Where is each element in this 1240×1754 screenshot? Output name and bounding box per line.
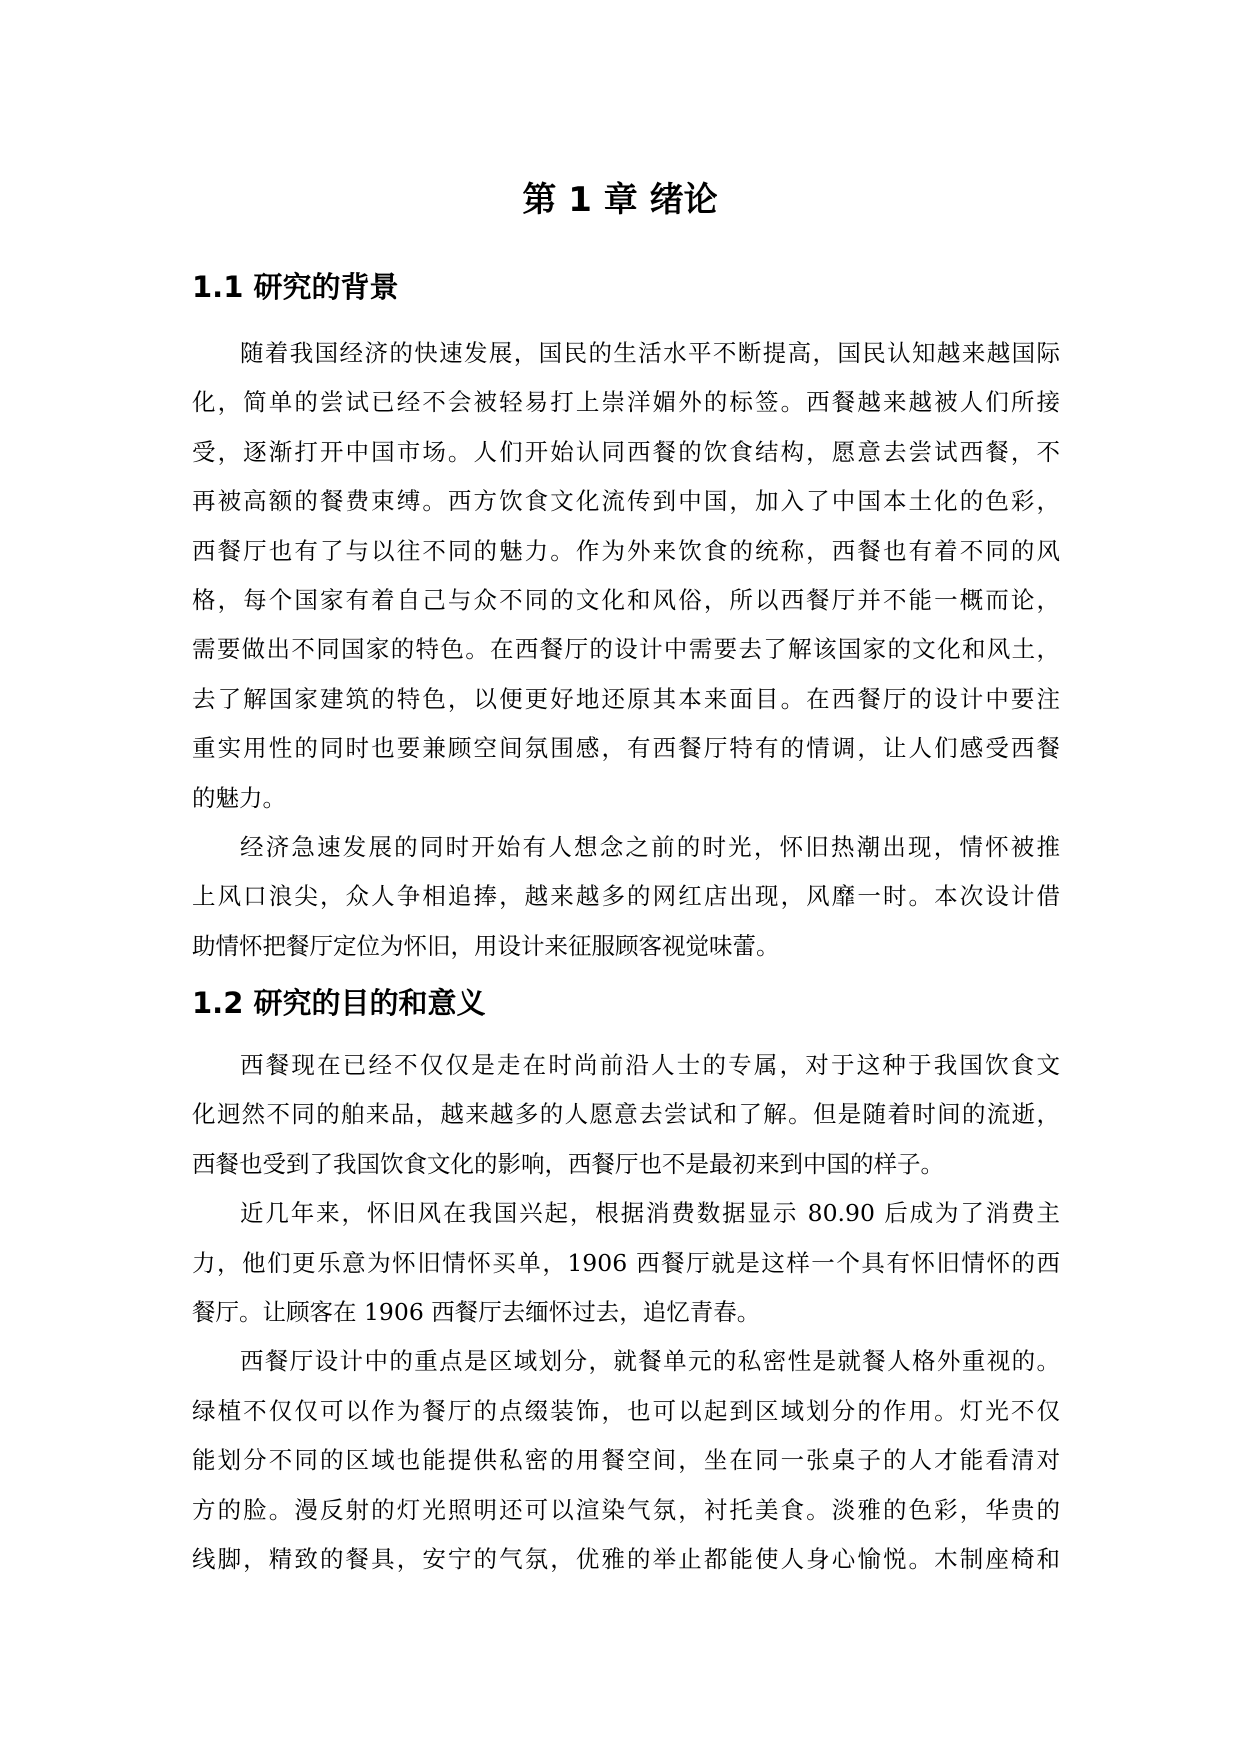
chapter-title: 第 1 章 绪论 [522,180,718,220]
paragraph-line: 化迥然不同的舶来品，越来越多的人愿意去尝试和了解。但是随着时间的流逝， [192,1100,1060,1129]
paragraph-line: 的魅力。 [192,783,286,812]
paragraph-line: 助情怀把餐厅定位为怀旧，用设计来征服顾客视觉味蕾。 [192,931,780,960]
section-heading: 1.2 研究的目的和意义 [192,986,486,1020]
paragraph-line: 近几年来，怀旧风在我国兴起，根据消费数据显示 80.90 后成为了消费主 [240,1199,1060,1228]
paragraph-line: 力，他们更乐意为怀旧情怀买单，1906 西餐厅就是这样一个具有怀旧情怀的西 [192,1248,1060,1277]
paragraph-line: 西餐厅设计中的重点是区域划分，就餐单元的私密性是就餐人格外重视的。 [240,1347,1060,1376]
paragraph-line: 再被高额的餐费束缚。西方饮食文化流传到中国，加入了中国本土化的色彩， [192,487,1060,516]
paragraph-line: 格，每个国家有着自己与众不同的文化和风俗，所以西餐厅并不能一概而论， [192,586,1060,614]
paragraph-line: 西餐也受到了我国饮食文化的影响，西餐厅也不是最初来到中国的样子。 [192,1149,944,1178]
paragraph-line: 去了解国家建筑的特色，以便更好地还原其本来面目。在西餐厅的设计中要注 [192,684,1060,713]
paragraph-line: 线脚，精致的餐具，安宁的气氛，优雅的举止都能使人身心愉悦。木制座椅和 [192,1545,1060,1573]
paragraph-line: 需要做出不同国家的特色。在西餐厅的设计中需要去了解该国家的文化和风土， [192,635,1060,664]
paragraph-line: 能划分不同的区域也能提供私密的用餐空间，坐在同一张桌子的人才能看清对 [192,1446,1060,1475]
paragraph-line: 随着我国经济的快速发展，国民的生活水平不断提高，国民认知越来越国际 [240,339,1060,367]
section-heading: 1.1 研究的背景 [192,270,399,304]
paragraph-line: 西餐厅也有了与以往不同的魅力。作为外来饮食的统称，西餐也有着不同的风 [192,536,1060,565]
paragraph-line: 经济急速发展的同时开始有人想念之前的时光，怀旧热潮出现，情怀被推 [240,833,1060,861]
paragraph-line: 上风口浪尖，众人争相追捧，越来越多的网红店出现，风靡一时。本次设计借 [192,882,1060,911]
paragraph-line: 受，逐渐打开中国市场。人们开始认同西餐的饮食结构，愿意去尝试西餐，不 [192,437,1060,466]
paragraph-line: 绿植不仅仅可以作为餐厅的点缀装饰，也可以起到区域划分的作用。灯光不仅 [192,1396,1060,1425]
paragraph-line: 化，简单的尝试已经不会被轻易打上崇洋媚外的标签。西餐越来越被人们所接 [192,388,1060,417]
paragraph-line: 餐厅。让顾客在 1906 西餐厅去缅怀过去，追忆青春。 [192,1298,761,1326]
paragraph-line: 西餐现在已经不仅仅是走在时尚前沿人士的专属，对于这种于我国饮食文 [240,1051,1060,1079]
paragraph-line: 方的脸。漫反射的灯光照明还可以渲染气氛，衬托美食。淡雅的色彩，华贵的 [192,1495,1060,1524]
paragraph-line: 重实用性的同时也要兼顾空间氛围感，有西餐厅特有的情调，让人们感受西餐 [192,734,1060,763]
